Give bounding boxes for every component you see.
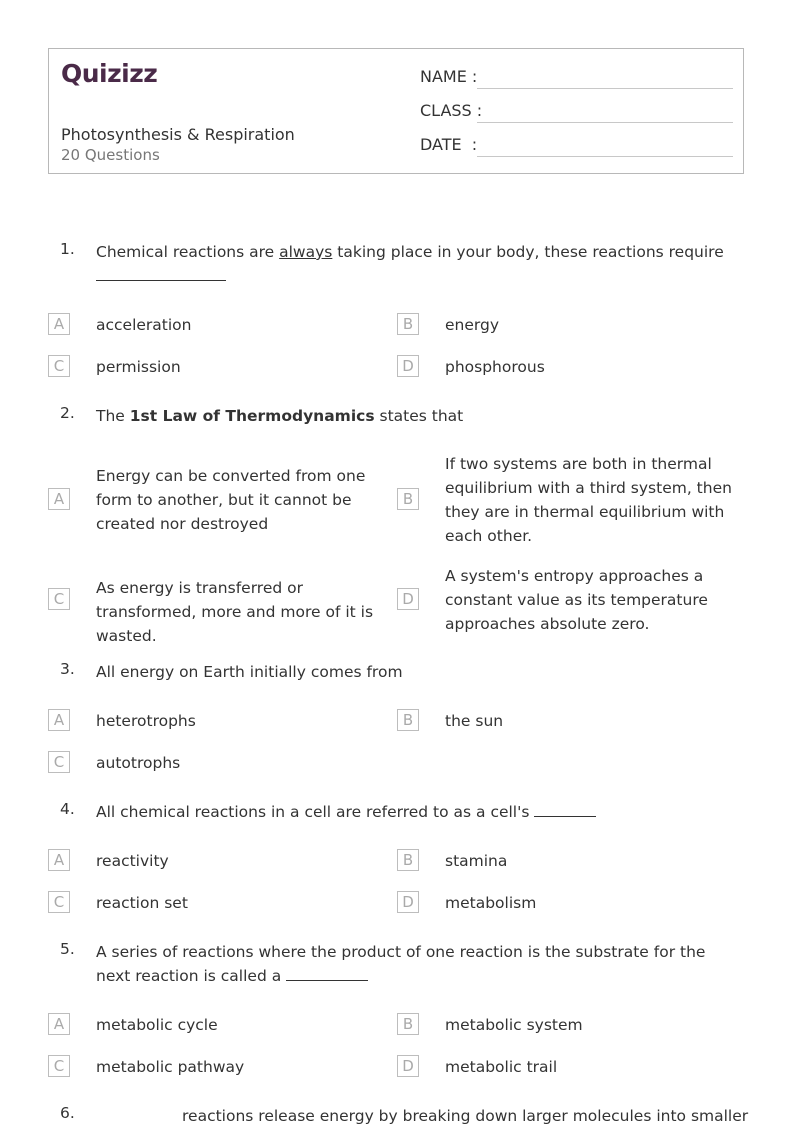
date-field[interactable] xyxy=(420,133,733,157)
option-letter[interactable]: C xyxy=(48,355,70,377)
option-letter[interactable]: B xyxy=(397,313,419,335)
question-text xyxy=(96,940,736,988)
option-letter[interactable]: B xyxy=(397,709,419,731)
class-label: CLASS : xyxy=(420,101,483,120)
class-line[interactable] xyxy=(477,122,733,123)
option-text: As energy is transferred or transformed, more and more of it is wasted. xyxy=(96,579,374,645)
option-text: Energy can be converted from one form to another, but it cannot be created nor destroyed xyxy=(96,467,366,533)
option-text: A system's entropy approaches a constant value as its temperature approaches absolute zero. xyxy=(445,567,708,633)
option-letter[interactable]: A xyxy=(48,488,70,510)
question-text-part: All chemical reactions in a cell are referred to as a cell's xyxy=(96,803,535,821)
option-letter[interactable]: C xyxy=(48,891,70,913)
option-text: reaction set xyxy=(96,894,188,912)
question-text-part: Chemical reactions are xyxy=(96,243,280,261)
option-text: the sun xyxy=(445,712,504,730)
question-text xyxy=(96,800,736,824)
option-letter[interactable]: A xyxy=(48,313,70,335)
quizizz-logo: Quizizz xyxy=(61,59,158,88)
option-letter[interactable]: D xyxy=(397,1055,419,1077)
answer-blank xyxy=(534,802,596,817)
question-text xyxy=(96,404,736,428)
option-letter[interactable]: B xyxy=(397,1013,419,1035)
option-text: heterotrophs xyxy=(96,712,196,730)
question-number: 3. xyxy=(60,660,75,678)
question-number: 4. xyxy=(60,800,75,818)
option-letter[interactable]: D xyxy=(397,891,419,913)
name-line[interactable] xyxy=(477,88,733,89)
option-text: stamina xyxy=(445,852,508,870)
question-text: reactions release energy by breaking down larger molecules into smaller xyxy=(182,1107,749,1125)
question-text-part: states that xyxy=(374,407,464,425)
option-text: autotrophs xyxy=(96,754,181,772)
question-text-underlined: always xyxy=(279,243,333,261)
worksheet-header xyxy=(48,48,744,174)
option-letter[interactable]: D xyxy=(397,588,419,610)
name-field[interactable] xyxy=(420,65,733,89)
date-line[interactable] xyxy=(477,156,733,157)
option-text: metabolic cycle xyxy=(96,1016,218,1034)
option-text: energy xyxy=(445,316,500,334)
option-letter[interactable]: C xyxy=(48,1055,70,1077)
option-letter[interactable]: B xyxy=(397,488,419,510)
option-text: phosphorous xyxy=(445,358,545,376)
option-text: If two systems are both in thermal equilibrium with a third system, then they are in thermal equilibrium with each other. xyxy=(445,455,732,545)
date-label: DATE : xyxy=(420,135,478,154)
option-letter[interactable]: C xyxy=(48,588,70,610)
answer-blank xyxy=(286,966,368,981)
question-text: All energy on Earth initially comes from xyxy=(96,663,403,681)
question-text xyxy=(96,240,736,288)
option-letter[interactable]: A xyxy=(48,709,70,731)
option-letter[interactable]: B xyxy=(397,849,419,871)
worksheet-title: Photosynthesis & Respiration xyxy=(61,125,295,144)
option-text: permission xyxy=(96,358,181,376)
option-letter[interactable]: C xyxy=(48,751,70,773)
question-text-part: A series of reactions where the product of one reaction is the substrate for the next reaction is called a xyxy=(96,943,706,985)
class-field[interactable] xyxy=(420,99,733,123)
option-text: metabolic trail xyxy=(445,1058,558,1076)
option-letter[interactable]: D xyxy=(397,355,419,377)
question-number: 6. xyxy=(60,1104,75,1122)
option-letter[interactable]: A xyxy=(48,1013,70,1035)
option-text: metabolism xyxy=(445,894,537,912)
question-text-bold: 1st Law of Thermodynamics xyxy=(129,407,375,425)
question-number: 1. xyxy=(60,240,75,258)
question-number: 2. xyxy=(60,404,75,422)
question-count: 20 Questions xyxy=(61,146,160,164)
answer-blank xyxy=(96,266,226,281)
question-text-part: The xyxy=(96,407,130,425)
option-text: metabolic system xyxy=(445,1016,583,1034)
option-letter[interactable]: A xyxy=(48,849,70,871)
option-text: metabolic pathway xyxy=(96,1058,245,1076)
question-number: 5. xyxy=(60,940,75,958)
name-label: NAME : xyxy=(420,67,478,86)
option-text: acceleration xyxy=(96,316,192,334)
option-text: reactivity xyxy=(96,852,169,870)
question-text-part: taking place in your body, these reactions require xyxy=(332,243,724,261)
